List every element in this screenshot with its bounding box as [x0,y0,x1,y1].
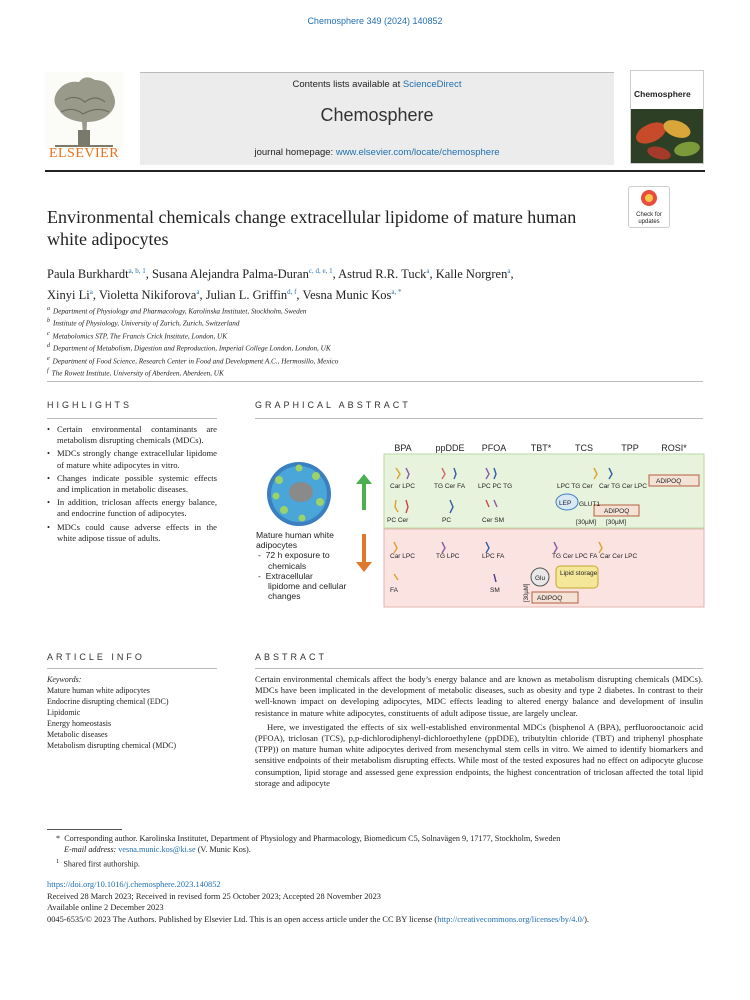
affiliation-key: f [47,367,49,374]
author-name[interactable]: Astrud R.R. Tuck [338,267,427,282]
graphical-abstract-rule [255,418,703,419]
ga-lipid-label: Cer SM [482,517,505,524]
article-title [47,206,617,250]
author-name[interactable]: Xinyi Li [47,288,90,303]
author-separator: , [145,267,152,282]
ga-lipid-label: GLUT1 [579,501,600,508]
author-separator: , [429,267,436,282]
email-link[interactable]: vesna.munic.kos@ki.se [118,845,196,855]
abstract-heading: ABSTRACT [255,652,328,662]
bullet-line-3: - Extracellular [258,570,313,581]
abstract-rule [255,668,703,669]
keywords-list [47,685,227,751]
highlights-list [47,424,217,546]
shared-text: Shared first authorship. [63,859,140,869]
affiliation-text: Department of Metabolism, Digestion and Reproduction, Imperial College London, London, UK [53,344,331,353]
footnote-star: * [56,834,61,843]
cover-title: Chemosphere [634,89,691,99]
ga-lipid-label: FA [390,587,398,594]
contents-prefix: Contents lists available at [292,79,401,90]
highlights-heading: HIGHLIGHTS [47,400,133,410]
author-separator: , [510,267,514,282]
ga-lipid-label: TG Cer LPC FA [552,553,598,560]
affiliation [47,304,647,316]
license-line [47,914,707,926]
email-suffix: (V. Munic Kos). [197,845,251,855]
author-affiliation-marker[interactable]: a [196,288,200,297]
author-separator: , [332,267,339,282]
up-arrow-icon [356,474,372,510]
highlight-item: • Certain environmental contaminants are metabolism disrupting chemicals (MDCs). [47,424,217,446]
title-line-2: white adipocytes [47,229,169,249]
affiliation [47,329,647,341]
author-affiliation-marker[interactable]: a [507,267,511,275]
affiliation [47,354,647,366]
footnote-one: 1 [56,857,60,865]
highlight-item: • Changes indicate possible systemic effects and implication in metabolic diseases. [47,473,217,495]
journal-title: Chemosphere [320,105,434,125]
cell-text-2: adipocytes [256,540,298,551]
article-info-heading: ARTICLE INFO [47,652,145,662]
author-separator: , [199,288,206,303]
affiliation-list [47,304,647,378]
homepage-prefix: journal homepage: [254,147,334,158]
author-name[interactable]: Julian L. Griffin [205,288,288,303]
highlight-item: • MDCs strongly change extracellular lipidome of mature white adipocytes in vitro. [47,448,217,470]
ga-lipid-label: ADIPOQ [656,478,682,485]
ga-column-header: PFOA [481,443,507,453]
elsevier-tree-icon [45,72,123,150]
publisher-name: ELSEVIER [48,146,120,161]
upregulated-panel [384,454,704,528]
abstract-body [255,674,703,789]
ga-column-header: TPP [621,443,639,453]
corresponding-footnote [56,833,706,844]
journal-cover[interactable] [630,70,704,164]
affiliation-key: e [47,355,50,362]
email-label: E-mail address: [64,845,117,855]
license-suffix: ). [584,914,589,924]
email-footnote [56,844,706,855]
keyword: Energy homeostasis [47,719,112,728]
check-updates-line2: updates [638,219,660,225]
author-name[interactable]: Violetta Nikiforova [98,288,197,303]
cell-text-1: Mature human white [256,530,334,540]
ga-lipid-label: Glu [535,575,546,582]
bullet-line-5: changes [268,591,301,602]
author-affiliation-marker[interactable]: a [89,288,93,297]
available-online: Available online 2 December 2023 [47,903,164,913]
author-name[interactable]: Kalle Norgren [435,267,508,282]
abstract-paragraph-1: Certain environmental chemicals affect the body’s energy balance and are known as metabolism disrupting chemicals (MDCs). MDCs have been implicated in the development of metabolic diseases, such as obesity and type 2 diabetes. In contrast to their well-known impact on developing adipocytes, MDC effects leading to altered energy balance and development of insulin resistance in mature white adipocytes, constituents of adult adipose tissue, are largely unclear. [255,674,703,718]
homepage-link[interactable]: www.elsevier.com/locate/chemosphere [335,147,500,158]
ga-column-header: TCS [575,443,593,453]
author-separator: , [92,288,99,303]
highlights-rule [47,418,217,419]
affiliation [47,366,647,378]
bullet-text-1: 72 h exposure to [265,550,330,561]
ga-lipid-label: LPC PC TG [478,483,513,490]
affiliation-text: Department of Physiology and Pharmacology, Karolinska Institutet, Stockholm, Sweden [53,307,307,316]
bullet-line-2: chemicals [268,560,307,571]
ga-column-header: TBT* [530,443,552,453]
affiliation-key: b [47,318,50,325]
affiliation-text: Institute of Physiology, University of Zurich, Zurich, Switzerland [53,319,240,328]
license-link[interactable]: http://creativecommons.org/licenses/by/4.0/ [437,914,585,924]
bullet-line-4: lipidome and cellular [268,581,347,592]
bullet-line-1: - 72 h exposure to [258,550,330,561]
title-line-1: Environmental chemicals change extracellular lipidome of mature human [47,207,577,227]
corresponding-text: Corresponding author. Karolinska Institutet, Department of Physiology and Pharmacology, Biomedicum C5, Solnavägen 9, 17177, Stockholm, Sweden [64,834,561,843]
ga-lipid-label: TG Cer FA [434,483,466,490]
ga-lipid-label: LPC FA [482,553,505,560]
journal-citation[interactable]: Chemosphere 349 (2024) 140852 [307,16,443,26]
check-updates-line1: Check for [636,212,662,218]
author-list [47,262,657,304]
keyword: Metabolic diseases [47,730,108,739]
ga-lipid-label: [30µM] [576,519,597,526]
keyword: Lipidomic [47,708,81,717]
ga-column-header: BPA [394,443,412,453]
ga-lipid-label: Car LPC [390,483,415,490]
affiliation [47,316,647,328]
cover-leaves-image [631,109,703,163]
affiliation-text: The Rowett Institute, University of Aberdeen, Aberdeen, UK [51,369,224,378]
ga-lipid-label: Car Cer LPC [600,553,638,560]
affiliation-key: c [47,330,50,337]
header-rule [45,170,705,172]
ga-lipid-label: LEP [559,500,572,507]
affiliation-text: Metabolomics STP, The Francis Crick Institute, London, UK [52,332,228,341]
author-separator: , [296,288,303,303]
check-updates-icon [640,189,658,207]
ga-lipid-label: ADIPOQ [537,595,563,602]
graphical-abstract-heading: GRAPHICAL ABSTRACT [255,400,411,410]
highlight-item: • In addition, triclosan affects energy balance, and endocrine function of adipocytes. [47,497,217,519]
bullet-text-3: Extracellular [265,570,313,581]
affiliation [47,341,647,353]
ga-column-header: ROSI* [661,443,687,453]
author-affiliation-marker[interactable]: a, * [391,288,402,297]
highlight-item: • MDCs could cause adverse effects in the white adipose tissue of adults. [47,522,217,544]
author-affiliation-marker[interactable]: d, f [287,288,297,297]
ga-lipid-label: [30µM] [524,583,530,602]
homepage-line [140,147,614,158]
keywords-block [47,674,227,751]
check-for-updates-badge[interactable] [628,186,670,228]
ga-lipid-label: PC [442,517,452,524]
author-affiliation-marker[interactable]: a [426,267,430,275]
elsevier-logo [45,72,123,162]
doi-link[interactable]: https://doi.org/10.1016/j.chemosphere.2023.140852 [47,880,221,889]
ga-lipid-label: TG LPC [436,553,460,560]
affiliation-text: Department of Food Science, Research Center in Food and Development A.C., Hermosillo, Mexico [52,356,339,365]
author-affiliation-marker[interactable]: a, b, 1 [128,267,146,275]
received-dates: Received 28 March 2023; Received in revised form 25 October 2023; Accepted 28 November 2023 [47,891,381,901]
ga-lipid-label: Car LPC [390,553,415,560]
footnotes [56,833,706,870]
affiliation-rule [47,381,703,382]
ga-lipid-label: SM [490,587,500,594]
journal-header-box [140,72,614,165]
keyword: Endocrine disrupting chemical (EDC) [47,697,169,706]
ga-lipid-label: Car TG Cer LPC [599,483,647,490]
contents-line [140,79,614,90]
author-name[interactable]: Paula Burkhardt [47,267,129,282]
article-footer [47,879,707,925]
ga-lipid-label: ADIPOQ [604,508,630,515]
author-name[interactable]: Susana Alejandra Palma-Duran [151,267,309,282]
article-info-rule [47,668,217,669]
keyword: Mature human white adipocytes [47,686,150,695]
author-affiliation-marker[interactable]: c, d, e, 1 [308,267,333,275]
ga-column-header: ppDDE [435,443,465,453]
ga-lipid-label: [30µM] [606,519,627,526]
ga-lipid-label: LPC TG Cer [557,483,593,490]
sciencedirect-link[interactable]: ScienceDirect [402,79,462,90]
author-name[interactable]: Vesna Munic Kos [302,288,392,303]
adipocyte-cell-icon [267,462,331,526]
keyword: Metabolism disrupting chemical (MDC) [47,741,177,750]
ga-lipid-label: PC Cer [387,517,409,524]
abstract-paragraph-2: Here, we investigated the effects of six well-established environmental MDCs (bisphenol A (BPA), perfluorooctanoic acid (PFOA), triclosan (TCS), p,p-dichlorodiphenyl-dichloroethylene (ppDDE), tributyltin chloride (TBT) and triphenyl phosphate (TPP)) on mature human white adipocytes derived from mesenchymal stem cells in vitro. We aimed to identify biomarkers and sensitive endpoints of their metabolism disrupting effects. While most of the tested exposures had no effect on adipocyte glucose consumption, lipid storage and assessed gene expression endpoints, the highest concentration of triclosan affected the total lipid storage and adipocyte [255,721,703,788]
graphical-abstract-figure [254,440,706,612]
cell-description [256,530,381,601]
affiliation-key: d [47,343,50,350]
footnote-rule [47,829,122,830]
affiliation-key: a [47,306,50,312]
license-prefix: 0045-6535/© 2023 The Authors. Published by Elsevier Ltd. This is an open access article under the CC BY license ( [47,914,438,924]
shared-footnote [56,856,706,870]
ga-lipid-label: Lipid storage [560,570,598,577]
keywords-label: Keywords: [47,675,82,684]
